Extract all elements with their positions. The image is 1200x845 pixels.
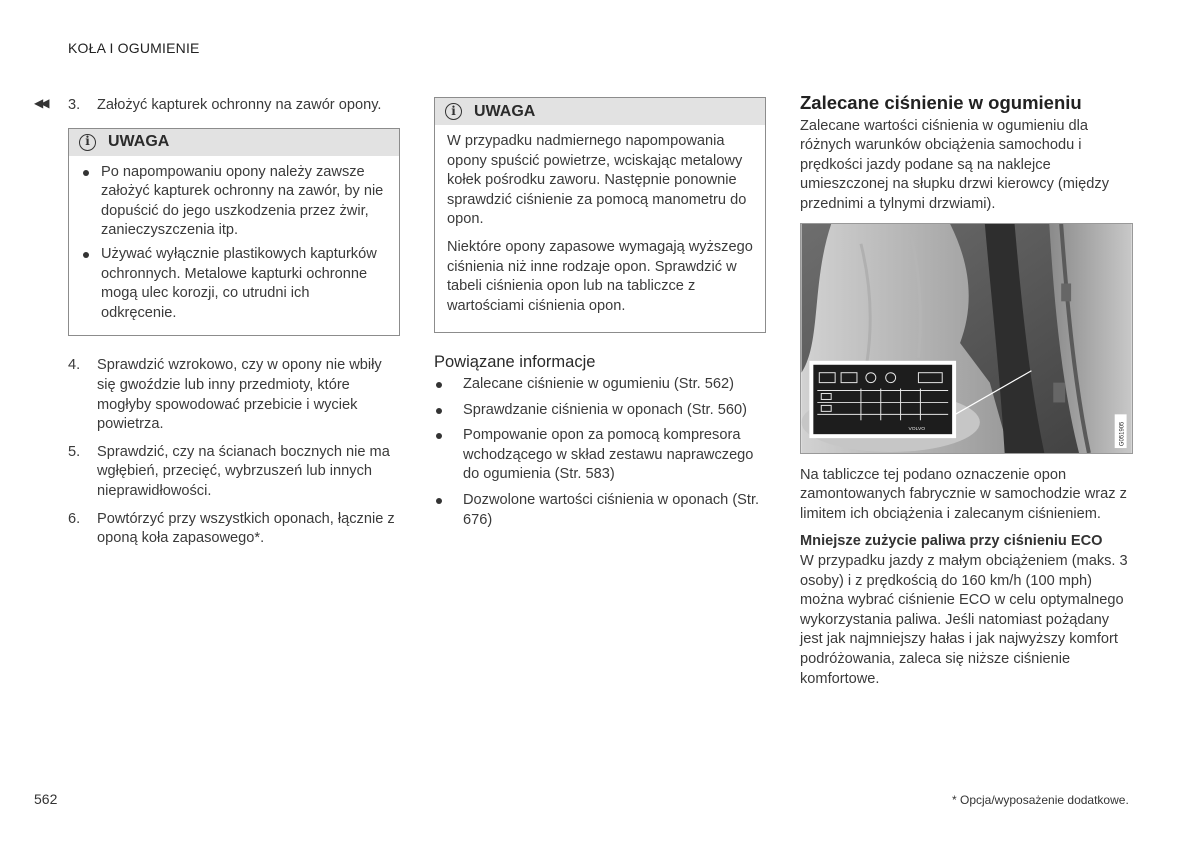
step-number: 6.: [68, 510, 81, 527]
notice-bullet: Używać wyłącznie plastikowych kapturków ochronnych. Metalowe kapturki ochronne mogą ulec korozji, co utrudni ich odkręcenie.: [81, 245, 387, 323]
notice-paragraph: W przypadku nadmiernego napompowania opony spuścić powietrze, wciskając metalowy kołek pośrodku zaworu. Następnie ponownie sprawdzić ciśnienie za pomocą manometru do opon.: [447, 133, 747, 228]
related-link[interactable]: Dozwolone wartości ciśnienia w oponach (Str. 676): [434, 491, 766, 530]
step-text: Sprawdzić wzrokowo, czy w opony nie wbiły się gwoździe lub inny przedmioty, które mogłyby spowodować przebicie i wyciek powietrza.: [97, 357, 382, 433]
double-left-arrow-icon[interactable]: ◀◀: [34, 96, 47, 110]
notice-box: [434, 97, 766, 333]
related-link[interactable]: Sprawdzanie ciśnienia w oponach (Str. 560): [434, 401, 766, 421]
notice-header: [69, 129, 399, 156]
notice-body: [435, 125, 765, 332]
eco-paragraph: W przypadku jazdy z małym obciążeniem (maks. 3 osoby) i z prędkością do 160 km/h (100 mph) można wybrać ciśnienie ECO w celu optymalnego wykorzystania paliwa. Jeśli natomiast pożądany jest jak najmniejszy hałas i jak najwyższy komfort podróżowania, zaleca się niższe ciśnienie komfortowe.: [800, 552, 1128, 687]
notice-bullet: Po napompowaniu opony należy zawsze założyć kapturek ochronny na zawór, by nie dopuścić do jego uszkodzenia przez żwir, zanieczyszczenia itp.: [81, 163, 387, 241]
step-text: Sprawdzić, czy na ścianach bocznych nie ma wgłębień, przecięć, wybrzuszeń lub innych nieprawidłowości.: [97, 443, 390, 499]
notice-paragraph: Niektóre opony zapasowe wymagają wyższego ciśnienia niż inne rodzaje opon. Sprawdzić w tabeli ciśnienia opon lub na tabliczce z wartościami ciśnienia opon.: [447, 238, 753, 314]
step-number: 3.: [68, 97, 81, 113]
page-number: 562: [34, 791, 58, 807]
related-link[interactable]: Zalecane ciśnienie w ogumieniu (Str. 562): [434, 375, 766, 395]
step-3: [68, 96, 400, 116]
related-links: [434, 375, 766, 530]
label-brand: VOLVO: [908, 426, 926, 432]
step-text: Założyć kapturek ochronny na zawór opony.: [97, 97, 382, 113]
eco-heading: Mniejsze zużycie paliwa przy ciśnieniu ECO: [800, 533, 1103, 550]
notice-header: [435, 98, 765, 125]
related-info-heading: Powiązane informacje: [434, 353, 596, 372]
page-header: KOŁA I OGUMIENIE: [68, 40, 200, 56]
step-number: 4.: [68, 357, 81, 374]
related-link[interactable]: Pompowanie opon za pomocą kompresora wchodzącego w skład zestawu naprawczego do ogumienia (Str. 583): [434, 426, 766, 485]
door-pillar-photo: [800, 223, 1133, 454]
image-code: G051905: [1119, 421, 1126, 446]
notice-title: UWAGA: [474, 102, 536, 120]
column-middle: [434, 97, 766, 536]
step-6: [68, 510, 400, 549]
column-left: [68, 96, 400, 557]
column-right: [800, 93, 1133, 689]
notice-title: UWAGA: [108, 133, 170, 151]
notice-body: [69, 156, 399, 336]
image-caption: Na tabliczce tej podano oznaczenie opon zamontowanych fabrycznie w samochodzie wraz z limitem ich obciążenia i zalecanym ciśnieniem.: [800, 466, 1127, 522]
footnote: * Opcja/wyposażenie dodatkowe.: [952, 793, 1129, 807]
info-icon: i: [79, 134, 96, 151]
step-number: 5.: [68, 443, 81, 460]
section-title: Zalecane ciśnienie w ogumieniu: [800, 92, 1082, 113]
step-5: [68, 443, 400, 502]
info-icon: i: [445, 103, 462, 120]
notice-box: [68, 128, 400, 337]
step-4: [68, 356, 400, 434]
step-text: Powtórzyć przy wszystkich oponach, łącznie z oponą koła zapasowego*.: [97, 510, 395, 547]
intro-paragraph: Zalecane wartości ciśnienia w ogumieniu dla różnych warunków obciążenia samochodu i prędkości jazdy podane są na naklejce umieszczonej na słupku drzwi kierowcy (między przednimi a tylnymi drzwiami).: [800, 117, 1110, 212]
